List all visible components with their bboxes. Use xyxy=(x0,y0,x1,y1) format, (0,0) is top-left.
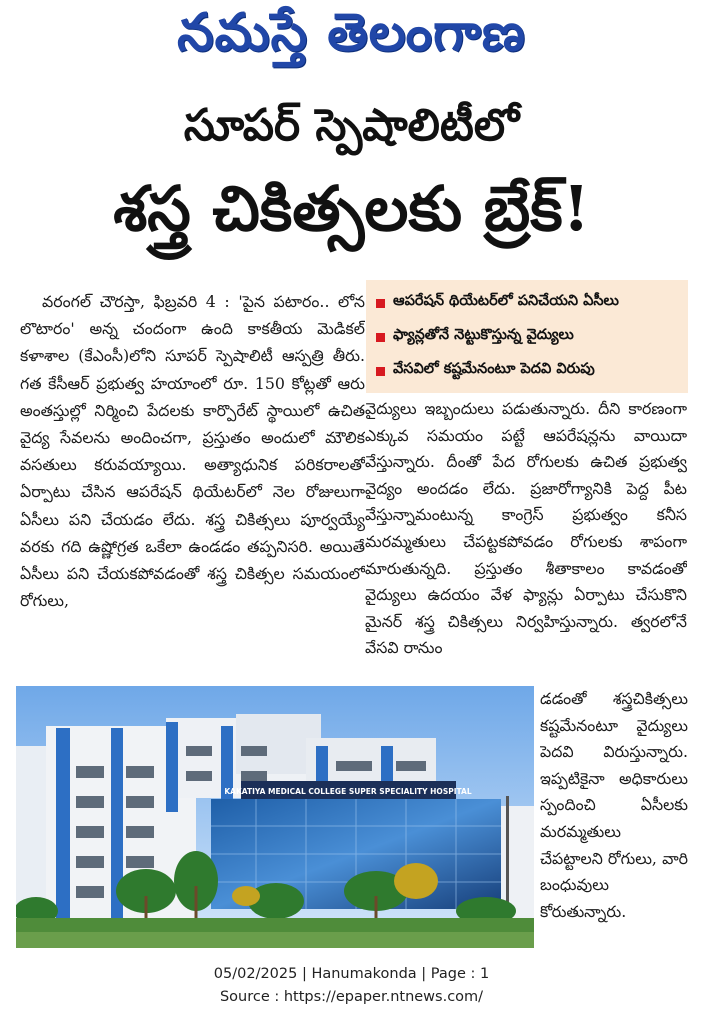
bullet-square-icon xyxy=(376,333,385,342)
article-right-column xyxy=(365,396,687,686)
article-paragraph: డడంతో శస్త్రచికిత్సలు కష్టమేనంటూ వైద్యులు పెదవి విరుస్తున్నారు. ఇప్పటికైనా అధికారులు స్పందించి ఏసీలకు మరమ్మతులు చేపట్టాలని రోగులు, వారి బంధువులు కోరుతున్నారు. xyxy=(540,689,688,921)
article-paragraph: వరంగల్ చౌరస్తా, ఫిబ్రవరి 4 : 'పైన పటారం.. లోన లొటారం' అన్న చందంగా ఉంది కాకతీయ మెడికల్ కళాశాల (కేఎంసీ)లోని సూపర్ స్పెషాలిటీ ఆస్పత్రి తీరు. గత కేసీఆర్ ప్రభుత్వ హయాంలో రూ. 150 కోట్లతో ఆరు అంతస్తుల్లో నిర్మించి పేదలకు కార్పొరేట్ స్థాయిలో ఉచిత వైద్య సేవలను అందించగా, ప్రస్తుతం అందులో మౌలిక వసతులు కరువయ్యాయి. అత్యాధునిక పరికరాలతో ఏర్పాటు చేసిన ఆపరేషన్ థియేటర్‌లో నెల రోజులుగా ఏసీలు పని చేయడం లేదు. శస్త్ర చికిత్సలు పూర్వయ్యే వరకు గది ఉష్ణోగ్రత ఒకేలా ఉండడం తప్పనిసరి. అయితే ఏసీలు పని చేయకపోవడంతో శస్త్ర చికిత్సల సమయంలో రోగులు, xyxy=(20,292,365,611)
highlight-item xyxy=(376,286,684,320)
article-left-column xyxy=(20,288,365,680)
article-paragraph: వైద్యులు ఇబ్బందులు పడుతున్నారు. దీని కారణంగా ఎక్కువ సమయం పట్టే ఆపరేషన్లను వాయిదా వేస్తున్నారు. దీంతో పేద రోగులకు ఉచిత ప్రభుత్వ వైద్యం అందడం లేదు. ప్రజారోగ్యానికి పెద్ద పీట వేస్తున్నామంటున్న కాంగ్రెస్ ప్రభుత్వం కనీస మరమ్మతులు చేపట్టకపోవడం రోగులకు శాపంగా మారుతున్నది. ప్రస్తుతం శీతాకాలం కావడంతో వైద్యులు ఉదయం వేళ ఫ్యాన్లు ఏర్పాటు చేసుకొని మైనర్ శస్త్ర చికిత్సలు నిర్వహిస్తున్నారు. త్వరలోనే వేసవి రానుం xyxy=(365,399,687,658)
article-narrow-column xyxy=(540,686,688,954)
highlight-text: ఆపరేషన్ థియేటర్‌లో పనిచేయని ఏసీలు xyxy=(393,293,619,309)
signboard-text: KAKATIYA MEDICAL COLLEGE SUPER SPECIALITY HOSPITAL xyxy=(224,787,472,796)
highlight-item xyxy=(376,320,684,354)
newspaper-name: నమస్తే తెలంగాణ xyxy=(177,2,526,63)
highlight-text: వేసవిలో కష్టమేనంటూ పెదవి విరుపు xyxy=(393,361,595,377)
headline-line-2: శస్త్ర చికిత్సలకు బ్రేక్! xyxy=(113,172,590,245)
edition-info: 05/02/2025 | Hanumakonda | Page : 1 xyxy=(213,966,490,982)
masthead xyxy=(0,0,703,78)
hospital-photo xyxy=(16,686,534,948)
highlights-box xyxy=(366,280,688,393)
headline-line-1: సూపర్ స్పెషాలిటీలో xyxy=(183,100,520,151)
highlight-text: ఫ్యాన్లతోనే నెట్టుకొస్తున్న వైద్యులు xyxy=(393,327,574,343)
bullet-square-icon xyxy=(376,367,385,376)
highlight-item xyxy=(376,354,684,388)
source-link[interactable]: Source : https://epaper.ntnews.com/ xyxy=(219,989,484,1005)
bullet-square-icon xyxy=(376,299,385,308)
hospital-building-image xyxy=(16,686,534,948)
